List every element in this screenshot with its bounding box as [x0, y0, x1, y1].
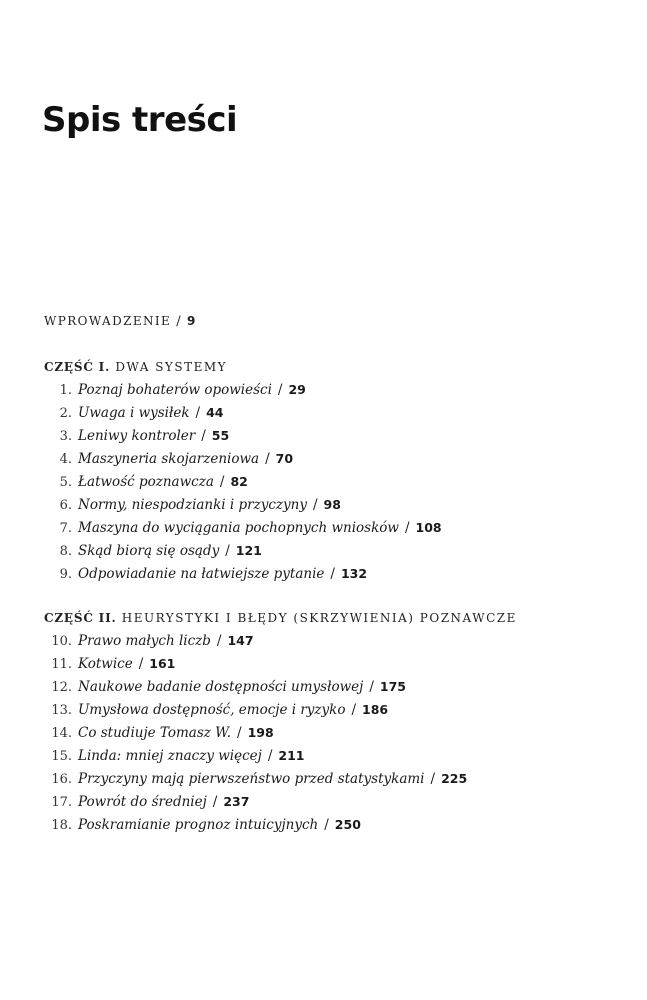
chapter-page-number: 98: [323, 497, 341, 512]
chapter-page-number: 225: [441, 771, 468, 786]
chapter-title: Kotwice: [78, 656, 133, 672]
intro-separator: /: [176, 314, 182, 329]
chapter-separator: /: [351, 702, 357, 718]
page-title: Spis treści: [42, 100, 238, 140]
chapter-title: Linda: mniej znaczy więcej: [78, 748, 262, 764]
intro-label: WPROWADZENIE: [44, 314, 172, 328]
chapter-number: 6.: [59, 498, 72, 513]
chapter-title: Skąd biorą się osądy: [78, 543, 220, 559]
chapter-page-number: 55: [211, 428, 230, 443]
chapter-separator: /: [430, 771, 436, 787]
chapter-number: 12.: [51, 680, 72, 695]
chapter-separator: /: [330, 566, 335, 582]
chapter-number: 10.: [51, 634, 72, 649]
toc-chapter-row[interactable]: [44, 817, 624, 840]
toc-chapter-row[interactable]: [44, 725, 624, 748]
chapter-title: Normy, niespodzianki i przyczyny: [78, 497, 307, 513]
chapter-number: 9.: [59, 567, 72, 582]
chapter-page-number: 29: [288, 382, 306, 397]
chapter-separator: /: [265, 451, 270, 467]
chapter-number: 5.: [59, 475, 72, 490]
toc-chapter-row[interactable]: [44, 748, 624, 771]
toc-chapter-row[interactable]: [44, 794, 624, 817]
toc-chapter-row[interactable]: [44, 405, 624, 428]
chapter-number: 11.: [51, 657, 72, 672]
chapter-page-number: 132: [340, 566, 368, 581]
toc-chapter-row[interactable]: [44, 656, 624, 679]
part-heading[interactable]: [44, 611, 624, 633]
chapter-title: Maszyneria skojarzeniowa: [78, 451, 260, 467]
chapter-title: Naukowe badanie dostępności umysłowej: [78, 679, 364, 695]
chapter-number: 14.: [51, 726, 72, 741]
chapter-separator: /: [225, 543, 230, 559]
chapter-page-number: 108: [415, 520, 442, 535]
part-label: CZĘŚĆ II.: [44, 611, 117, 625]
chapter-page-number: 70: [275, 451, 294, 466]
chapter-number: 13.: [51, 703, 72, 718]
chapter-separator: /: [267, 748, 273, 764]
toc-chapter-row[interactable]: [44, 679, 624, 702]
toc-part-2: [44, 611, 624, 840]
chapter-title: Co studiuje Tomasz W.: [78, 725, 231, 741]
chapter-title: Przyczyny mają pierwszeństwo przed statystykami: [78, 771, 425, 787]
toc-chapter-row[interactable]: [44, 633, 624, 656]
toc-part-1: [44, 360, 624, 589]
chapter-separator: /: [404, 520, 410, 536]
chapter-page-number: 237: [223, 794, 250, 809]
part-name: DWA SYSTEMY: [115, 360, 228, 374]
toc-chapter-row[interactable]: [44, 451, 624, 474]
chapter-title: Poznaj bohaterów opowieści: [78, 382, 272, 398]
chapter-page-number: 175: [379, 679, 406, 694]
toc-chapter-row[interactable]: [44, 382, 624, 405]
part-heading[interactable]: [44, 360, 624, 382]
chapter-page-number: 44: [206, 405, 224, 420]
chapter-number: 15.: [51, 749, 72, 764]
chapter-title: Uwaga i wysiłek: [78, 405, 190, 421]
toc-chapter-row[interactable]: [44, 520, 624, 543]
chapter-separator: /: [212, 794, 218, 810]
chapter-page-number: 82: [230, 474, 248, 489]
chapter-page-number: 121: [235, 543, 262, 558]
chapter-separator: /: [216, 633, 222, 649]
toc-chapter-row[interactable]: [44, 702, 624, 725]
chapter-number: 18.: [51, 818, 72, 833]
chapter-title: Leniwy kontroler: [78, 428, 196, 444]
toc-chapter-row[interactable]: [44, 428, 624, 451]
chapter-separator: /: [324, 817, 329, 833]
chapter-separator: /: [277, 382, 283, 398]
chapter-separator: /: [237, 725, 242, 741]
chapter-title: Łatwość poznawcza: [78, 474, 214, 490]
chapter-number: 16.: [51, 772, 72, 787]
chapter-title: Poskramianie prognoz intuicyjnych: [78, 817, 319, 833]
part-label: CZĘŚĆ I.: [44, 360, 111, 374]
part-name: HEURYSTYKI I BŁĘDY (SKRZYWIENIA) POZNAWCZE: [121, 611, 517, 625]
toc-entry-introduction[interactable]: [44, 314, 195, 329]
chapter-number: 2.: [59, 406, 72, 421]
chapter-number: 3.: [59, 429, 72, 444]
chapter-title: Umysłowa dostępność, emocje i ryzyko: [78, 702, 346, 718]
chapter-number: 1.: [59, 383, 72, 398]
chapter-page-number: 186: [362, 702, 389, 717]
chapter-separator: /: [219, 474, 225, 490]
toc-chapter-row[interactable]: [44, 771, 624, 794]
toc-chapter-row[interactable]: [44, 497, 624, 520]
chapter-number: 7.: [59, 521, 72, 536]
chapter-title: Prawo małych liczb: [78, 633, 211, 649]
chapter-separator: /: [195, 405, 201, 421]
chapter-title: Maszyna do wyciągania pochopnych wniosków: [78, 520, 399, 536]
chapter-page-number: 161: [149, 656, 176, 671]
chapter-number: 17.: [51, 795, 72, 810]
chapter-separator: /: [369, 679, 374, 695]
chapter-separator: /: [138, 656, 144, 672]
chapter-title: Powrót do średniej: [78, 794, 207, 810]
toc-chapter-row[interactable]: [44, 543, 624, 566]
chapter-page-number: 147: [227, 633, 254, 648]
chapter-page-number: 250: [334, 817, 361, 832]
chapter-separator: /: [312, 497, 318, 513]
toc-chapter-row[interactable]: [44, 566, 624, 589]
toc-chapter-row[interactable]: [44, 474, 624, 497]
chapter-title: Odpowiadanie na łatwiejsze pytanie: [78, 566, 325, 582]
chapter-number: 8.: [59, 544, 72, 559]
intro-page-number: 9: [186, 314, 196, 328]
chapter-page-number: 211: [278, 748, 305, 763]
chapter-page-number: 198: [247, 725, 274, 740]
chapter-separator: /: [201, 428, 206, 444]
chapter-number: 4.: [59, 452, 72, 467]
